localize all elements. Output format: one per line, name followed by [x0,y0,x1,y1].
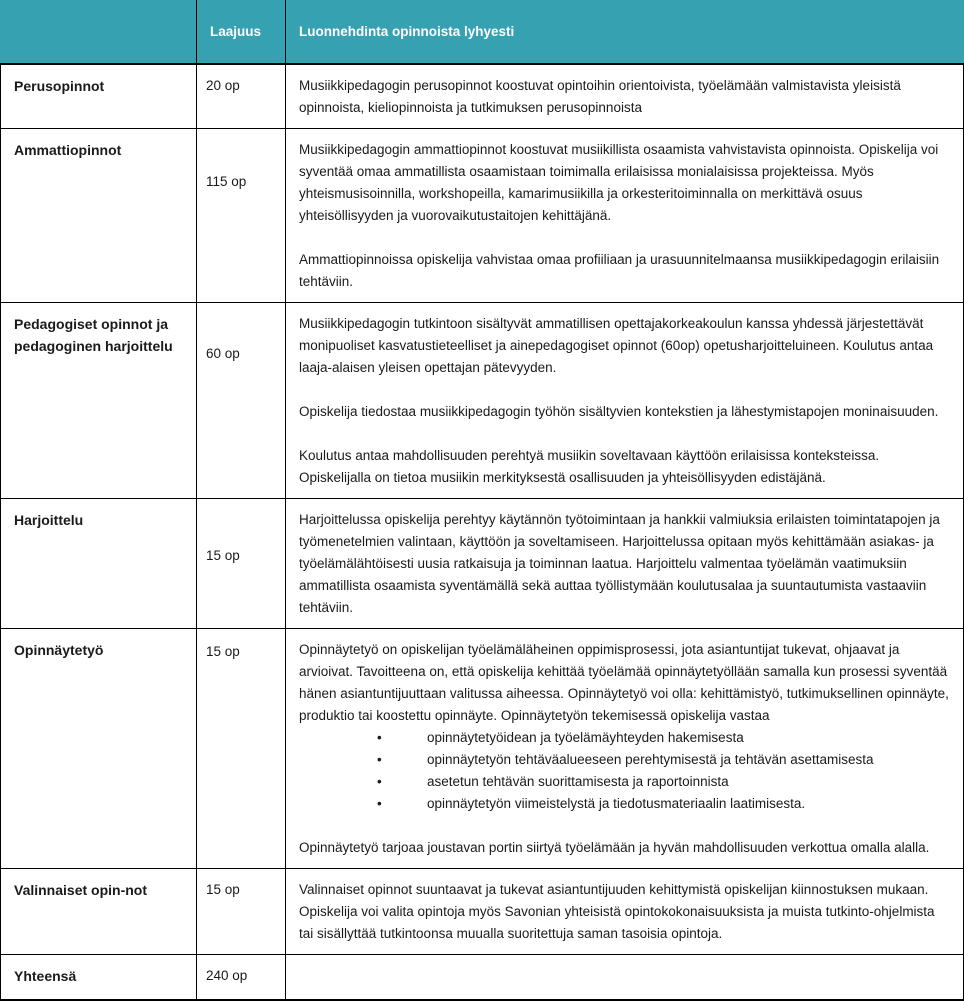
header-description-cell: Luonnehdinta opinnoista lyhyesti [286,1,964,64]
description-paragraph: Musiikkipedagogin ammattiopinnot koostuvat musiikillista osaamista vahvistavista opinnoista. Opiskelija voi syventää omaa ammatillista osaamistaan toimimalla erilaisissa monialaisissa projekteissa. Myös yhteismusisoinnilla, workshopeilla, kamarimusiikilla ja orkesteritoiminnalla on merkittävä osuus yhteisöllisyyden ja vuorovaikutustaitojen kehittäjänä. [299,142,939,223]
description-cell [286,629,964,869]
row-label: Opinnäytetyö [1,629,197,869]
bullet-list [299,727,951,815]
description-cell [286,129,964,303]
row-label: Ammattiopinnot [1,129,197,303]
description-cell [286,869,964,955]
description-cell [286,955,964,1000]
bullet-text: asetetun tehtävän suorittamisesta ja raportoinnista [427,774,729,789]
credits-value: 15 op [197,869,286,955]
row-label: Harjoittelu [1,499,197,629]
description-paragraph: Valinnaiset opinnot suuntaavat ja tukevat asiantuntijuuden kehittymistä opiskelijan kiinnostuksen mukaan. Opiskelija voi valita opintoja myös Savonian yhteisistä opintokokonaisuuksista ja muista tutkinto-ohjelmista tai sisällyttää tutkintoonsa muualla suoritettuja saman tasoisia opintoja. [299,882,935,941]
table-header-row [1,1,964,64]
bullet-item [299,771,951,793]
credits-value: 115 op [197,129,286,303]
bullet-dot-icon: • [377,752,382,767]
row-label: Perusopinnot [1,64,197,129]
description-paragraph: Harjoittelussa opiskelija perehtyy käytännön työtoimintaan ja hankkii valmiuksia erilaisten toimintatapojen ja työmenetelmien valintaan, käyttöön ja soveltamiseen. Harjoittelussa opitaan myös kehittämään asiakas- ja työelämälähtöisesti uusia ratkaisuja ja toiminnan laatua. Harjoittelu valmentaa työelämän vaatimuksiin ammatillista osaamista syventämällä sekä auttaa työllistymään koulutusalaa ja suuntautumista vastaaviin tehtäviin. [299,512,940,615]
description-cell [286,303,964,499]
row-label: Yhteensä [1,955,197,1000]
table-row-opinnaytetyo [1,629,964,869]
bullet-dot-icon: • [377,774,382,789]
description-paragraph: Koulutus antaa mahdollisuuden perehtyä musiikin soveltavaan käyttöön erilaisissa konteksteissa. Opiskelijalla on tietoa musiikin merkityksestä osallisuuden ja yhteisöllisyyden edistäjänä. [299,448,880,485]
row-label: Pedagogiset opinnot ja pedagoginen harjoittelu [1,303,197,499]
header-laajuus-cell: Laajuus [197,1,286,64]
description-paragraph: Musiikkipedagogin tutkintoon sisältyvät ammatillisen opettajakorkeakoulun kanssa yhdessä järjestettävät monipuoliset kasvatustieteelliset ja ainepedagogiset opinnot (60op) opetusharjoitteluineen. Koulutus antaa laaja-alaisen yleisen opettajan pätevyyden. [299,316,934,375]
table-row-harjoittelu [1,499,964,629]
description-cell [286,64,964,129]
description-paragraph: Opiskelija tiedostaa musiikkipedagogin työhön sisältyvien kontekstien ja lähestymistapojen moninaisuuden. [299,404,939,419]
table-row-yhteensa [1,955,964,1000]
row-label: Valinnaiset opin-not [1,869,197,955]
description-paragraph: Opinnäytetyö on opiskelijan työelämäläheinen oppimisprosessi, jota asiantuntijat tukevat, ohjaavat ja arvioivat. Tavoitteena on, että opiskelija kehittää työelämää opinnäytetyöllään samalla kun prosessi syventää hänen asiantuntijuuttaan valitussa aiheessa. Opinnäytetyö voi olla: kehittämistyö, tutkimuksellinen opinnäyte, produktio tai koostettu opinnäyte. Opinnäytetyön tekemisessä opiskelija vastaa [299,642,949,723]
description-cell [286,499,964,629]
table-row-perusopinnot [1,64,964,129]
bullet-text: opinnäytetyöidean ja työelämäyhteyden hakemisesta [427,730,744,745]
header-empty-cell [1,1,197,64]
description-paragraph: Opinnäytetyö tarjoaa joustavan portin siirtyä työelämään ja hyvän mahdollisuuden verkottua omalla alalla. [299,840,930,855]
bullet-item [299,793,951,815]
bullet-item [299,749,951,771]
credits-value: 20 op [197,64,286,129]
credits-value: 15 op [197,629,286,869]
description-paragraph: Musiikkipedagogin perusopinnot koostuvat opintoihin orientoivista, työelämään valmistavista yleisistä opinnoista, kieliopinnoista ja tutkimuksen perusopinnoista [299,77,901,115]
table-row-ammattiopinnot [1,129,964,303]
bullet-dot-icon: • [377,796,382,811]
bullet-dot-icon: • [377,730,382,745]
bullet-item [299,727,951,749]
credits-value: 60 op [197,303,286,499]
table-row-pedagogiset-opinnot [1,303,964,499]
table-row-valinnaiset-opinnot [1,869,964,955]
bullet-text: opinnäytetyön viimeistelystä ja tiedotusmateriaalin laatimisesta. [427,796,806,811]
credits-value: 240 op [197,955,286,1000]
description-paragraph: Ammattiopinnoissa opiskelija vahvistaa omaa profiiliaan ja urasuunnitelmaansa musiikkipedagogin erilaisiin tehtäviin. [299,252,940,289]
credits-value: 15 op [197,499,286,629]
bullet-text: opinnäytetyön tehtäväalueeseen perehtymisestä ja tehtävän asettamisesta [427,752,874,767]
